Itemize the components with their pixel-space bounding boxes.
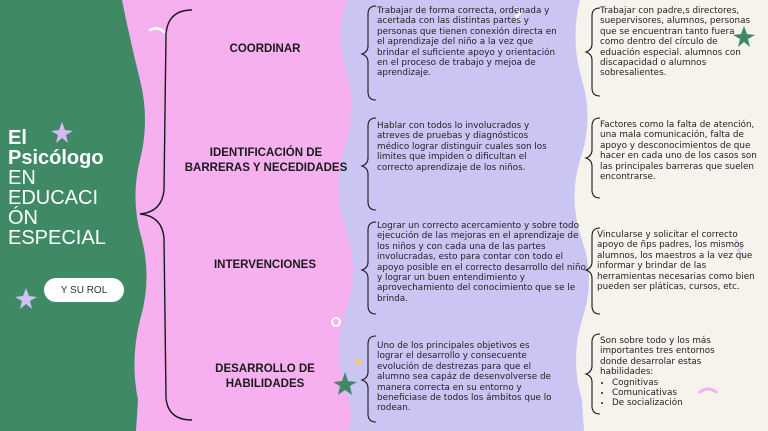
description-text: Trabajar de forma correcta, ordenada y acertada con las distintas partes y personas que tienen conexión directa en el aprendizaje del niño a la vez que brindar el suficiente apoyo y orientación en el proceso de trabajo y mejoa de aprendizaje.: [377, 6, 557, 79]
description-text: Lograr un correcto acercamiento y sobre todo ejecución de las mejoras en el aprendizaje de los niños y con cada una de las partes involucradas, esto para contar con todo el apoyo posible en el correcto desarrollo del niño y lograr un buen entendimiento y aprovechamiento del conocimiento que se le brinda.: [377, 221, 586, 304]
circle-deco-icon: [355, 359, 361, 365]
title-line: Psicólogo: [8, 147, 104, 169]
category-label: DESARROLLO DE HABILIDADES: [215, 363, 315, 390]
detail-text: Son sobre todo y los más importantes tres entornos donde desarrolar estas habilidades:: [600, 336, 715, 378]
description-text: Hablar con todos lo involucrados y atreves de pruebas y diagnósticos médico lograr distinguir cuales son los limites que impiden o dificultan el correcto aprendizaje de los niños.: [377, 121, 547, 173]
category-label: INTERVENCIONES: [213, 259, 317, 271]
main-title: [8, 128, 133, 248]
title-line: ÓN: [8, 207, 38, 229]
title-line: El: [8, 127, 27, 149]
title-line: EDUCACI: [8, 187, 99, 209]
detail-block: [600, 336, 730, 409]
description-text: Uno de los principales objetivos es lograr el desarrollo y consecuente evolución de destrezas para que el alumno sea capáz de desenvolverse de manera correcta en su entorno y beneficiase de todos los ámbitos que lo rodean.: [377, 341, 552, 414]
list-item: • Comunicativas: [612, 388, 730, 398]
category-label: IDENTIFICACIÓN DE BARRERAS Y NECEDIDADES: [184, 147, 348, 174]
list-item: • De socialización: [612, 398, 730, 408]
detail-text: Factores como la falta de atención, una mala comunicación, falta de apoyo y desconocimientos de que hacer en cada uno de los casos son las principales barreras que suelen encontrarse.: [600, 120, 757, 183]
detail-text: Vincularse y solicitar el correcto apoyo de ñps padres, los mismos alumnos, los maestros a la vez que informar y brindar de las herramientas necesarias como bien pueden ser pláticas, cursos, etc.: [597, 230, 755, 293]
title-line: ESPECIAL: [8, 227, 106, 249]
list-item: • Cognitivas: [612, 378, 730, 388]
category-label: COORDINAR: [229, 43, 301, 55]
detail-text: Trabajar con padre,s directores, suepervisores, alumnos, personas que se encuentran tanto fuera como dentro del círculo de eduación especial. alumnos con discapacidad o alumnos sobresalientes.: [600, 6, 751, 79]
title-line: EN: [8, 167, 36, 189]
skills-list: [612, 378, 730, 409]
subtitle-badge: Y SU ROL: [44, 278, 124, 302]
